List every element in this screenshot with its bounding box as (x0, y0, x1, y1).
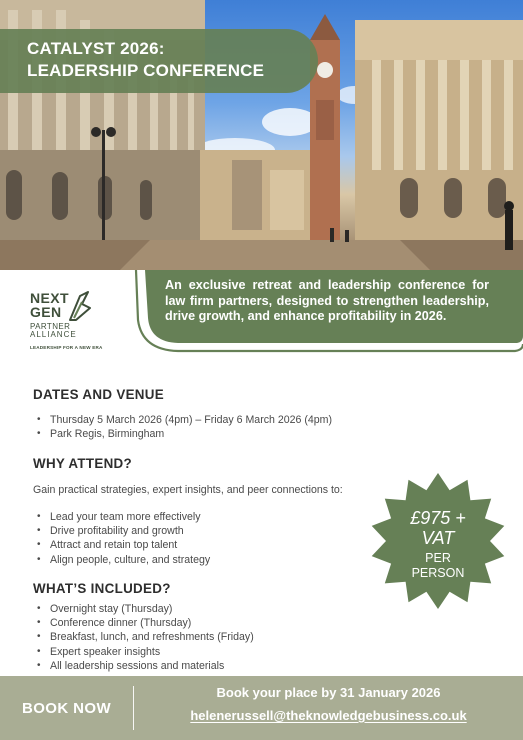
booking-deadline: Book your place by 31 January 2026 (216, 685, 441, 700)
price-amount: £975 + (410, 508, 466, 528)
logo-line-2: GEN (30, 304, 62, 320)
price-per: PER (425, 551, 451, 565)
title-banner (0, 29, 318, 93)
swoosh-mark-icon (68, 290, 92, 324)
page-title-line-2: LEADERSHIP CONFERENCE (27, 61, 265, 80)
contact-email-link[interactable]: helenerussell@theknowledgebusiness.co.uk (190, 708, 467, 723)
list-item: • Attract and retain top talent (37, 538, 210, 552)
list-item: • All leadership sessions and materials (37, 659, 254, 673)
why-attend-heading: WHY ATTEND? (33, 456, 133, 471)
list-item: • Drive profitability and growth (37, 524, 210, 538)
price-vat: VAT (421, 528, 455, 548)
list-item: • Expert speaker insights (37, 645, 254, 659)
list-item: • Park Regis, Birmingham (37, 427, 332, 441)
logo-line-3: PARTNER (30, 322, 71, 331)
price-person: PERSON (411, 566, 465, 580)
list-item: • Conference dinner (Thursday) (37, 616, 254, 630)
why-attend-list (37, 510, 210, 567)
list-item: • Overnight stay (Thursday) (37, 602, 254, 616)
list-item: • Align people, culture, and strategy (37, 553, 210, 567)
dates-venue-heading: DATES AND VENUE (33, 387, 164, 402)
why-attend-intro: Gain practical strategies, expert insights, and peer connections to: (33, 484, 343, 496)
price-badge (369, 472, 507, 610)
logo-tagline: LEADERSHIP FOR A NEW ERA (30, 345, 103, 350)
footer-bar (0, 676, 523, 740)
next-gen-partner-alliance-logo (28, 290, 124, 352)
intro-text: An exclusive retreat and leadership conference for law firm partners, designed to strengthen leadership, drive growth, and enhance profitability in 2026. (165, 278, 489, 324)
list-item: • Thursday 5 March 2026 (4pm) – Friday 6 March 2026 (4pm) (37, 413, 332, 427)
list-item: • Breakfast, lunch, and refreshments (Friday) (37, 630, 254, 644)
dates-venue-list (37, 413, 332, 441)
logo-line-1: NEXT (30, 290, 69, 306)
whats-included-list (37, 602, 254, 673)
list-item: • Lead your team more effectively (37, 510, 210, 524)
logo-line-4: ALLIANCE (30, 330, 77, 339)
page-title-line-1: CATALYST 2026: (27, 39, 165, 58)
book-now-button[interactable]: BOOK NOW (21, 700, 112, 717)
whats-included-heading: WHAT’S INCLUDED? (33, 581, 171, 596)
